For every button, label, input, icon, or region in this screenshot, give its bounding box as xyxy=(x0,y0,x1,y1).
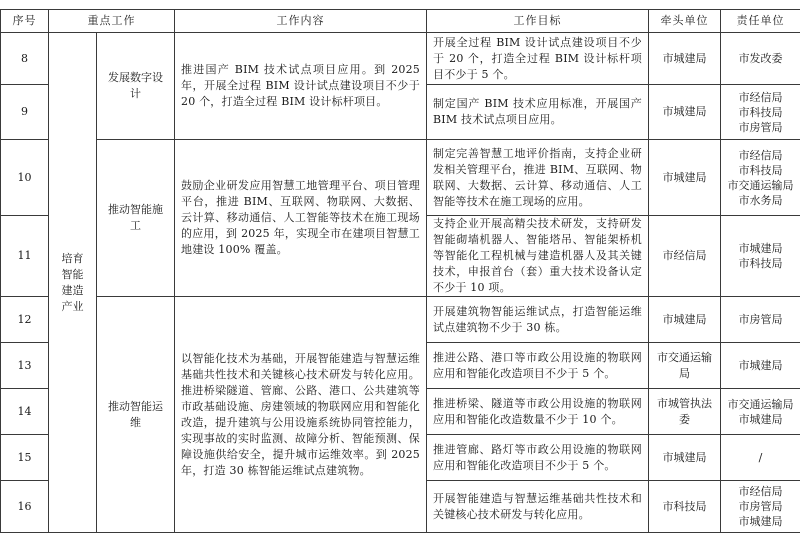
resp-unit: 市科技局 xyxy=(738,105,783,119)
row-seq: 8 xyxy=(1,33,49,85)
resp-unit: 市发改委 xyxy=(738,52,783,65)
row-target: 支持企业开展高精尖技术研发，支持研发智能砌墙机器人、智能塔吊、智能架桥机等智能化工程机械与建造机器人及其关键技术，申报首台（套）重大技术设备认定不少于 10 项。 xyxy=(427,216,649,297)
table-row xyxy=(1,33,800,85)
resp-unit: 市经信局 xyxy=(738,90,783,104)
row-resp-unit xyxy=(721,435,800,481)
row-seq: 11 xyxy=(1,216,49,297)
resp-unit: 市交通运输局 xyxy=(727,178,794,192)
row-lead-unit: 市城建局 xyxy=(649,33,721,85)
resp-unit: 市城建局 xyxy=(738,412,783,426)
group-content: 推进国产 BIM 技术试点项目应用。到 2025 年，开展全过程 BIM 设计试点建设项目不少于 20 个，打造全过程 BIM 设计标杆项目。 xyxy=(175,33,427,140)
row-resp-unit xyxy=(721,33,800,85)
group-content: 以智能化技术为基础，开展智能建造与智慧运维基础共性技术和关键核心技术研发与转化应用。推进桥梁隧道、管廊、公路、港口、公共建筑等市政基础设施、房建领域的物联网应用和智能化改造，提升建筑与公用设施系统协同管控能力，实现事故的实时监测、故障分析、智能预测、保障设施供给安全，提升城市运维效率。到 2025 年，打造 30 栋智能运维试点建筑物。 xyxy=(175,297,427,533)
table-row xyxy=(1,140,800,216)
row-target: 推进管廊、路灯等市政公用设施的物联网应用和智能化改造项目不少于 5 个。 xyxy=(427,435,649,481)
row-lead-unit: 市城建局 xyxy=(649,85,721,140)
row-target: 推进桥梁、隧道等市政公用设施的物联网应用和智能化改造数量不少于 10 个。 xyxy=(427,389,649,435)
header-content: 工作内容 xyxy=(175,10,427,33)
row-target: 开展全过程 BIM 设计试点建设项目不少于 20 个，打造全过程 BIM 设计标杆项目不少于 5 个。 xyxy=(427,33,649,85)
row-lead-unit: 市交通运输局 xyxy=(649,343,721,389)
row-target: 制定完善智慧工地评价指南，支持企业研发相关管理平台，推进 BIM、互联网、物联网、大数据、云计算、移动通信、人工智能等技术在施工现场的应用。 xyxy=(427,140,649,216)
row-seq: 16 xyxy=(1,481,49,533)
header-resp-unit: 责任单位 xyxy=(721,10,800,33)
row-seq: 13 xyxy=(1,343,49,389)
row-resp-unit xyxy=(721,343,800,389)
row-seq: 14 xyxy=(1,389,49,435)
group-content: 鼓励企业研发应用智慧工地管理平台、项目管理平台，推进 BIM、互联网、物联网、大数据、云计算、移动通信、人工智能等技术在施工现场的应用，到 2025 年，实现全市在建项目智慧工地建设 100% 覆盖。 xyxy=(175,140,427,297)
row-lead-unit: 市城管执法委 xyxy=(649,389,721,435)
group-name: 发展数字设计 xyxy=(97,33,175,140)
row-target: 推进公路、港口等市政公用设施的物联网应用和智能化改造项目不少于 5 个。 xyxy=(427,343,649,389)
header-seq: 序号 xyxy=(1,10,49,33)
row-lead-unit: 市城建局 xyxy=(649,435,721,481)
group-name: 推动智能施工 xyxy=(97,140,175,297)
table-header-row xyxy=(1,10,800,33)
row-lead-unit: 市城建局 xyxy=(649,140,721,216)
row-resp-unit xyxy=(721,85,800,140)
resp-unit: 市房管局 xyxy=(738,313,783,326)
row-seq: 9 xyxy=(1,85,49,140)
row-target: 开展建筑物智能运维试点，打造智能运维试点建筑物不少于 30 栋。 xyxy=(427,297,649,343)
row-lead-unit: 市经信局 xyxy=(649,216,721,297)
header-lead-unit: 牵头单位 xyxy=(649,10,721,33)
row-seq: 15 xyxy=(1,435,49,481)
resp-unit: 市城建局 xyxy=(738,515,783,528)
resp-unit: 市房管局 xyxy=(738,120,783,134)
resp-unit: 市科技局 xyxy=(738,257,783,270)
row-lead-unit: 市城建局 xyxy=(649,297,721,343)
resp-unit: 市交通运输局 xyxy=(727,397,794,411)
resp-unit: / xyxy=(758,451,763,464)
resp-unit: 市房管局 xyxy=(738,500,783,513)
group-name: 推动智能运维 xyxy=(97,297,175,533)
row-resp-unit xyxy=(721,389,800,435)
row-target: 制定国产 BIM 技术应用标准，开展国产 BIM 技术试点项目应用。 xyxy=(427,85,649,140)
resp-unit: 市经信局 xyxy=(738,485,783,498)
resp-unit: 市科技局 xyxy=(738,163,783,177)
resp-unit: 市经信局 xyxy=(738,148,783,162)
category-label: 培育智能建造产业 xyxy=(61,251,84,313)
resp-unit: 市城建局 xyxy=(738,359,783,372)
resp-unit: 市城建局 xyxy=(738,242,783,255)
resp-unit: 市水务局 xyxy=(738,193,783,207)
header-target: 工作目标 xyxy=(427,10,649,33)
row-seq: 12 xyxy=(1,297,49,343)
row-lead-unit: 市科技局 xyxy=(649,481,721,533)
row-seq: 10 xyxy=(1,140,49,216)
header-key-work: 重点工作 xyxy=(49,10,175,33)
table-row xyxy=(1,297,800,343)
row-target: 开展智能建造与智慧运维基础共性技术和关键核心技术研发与转化应用。 xyxy=(427,481,649,533)
work-plan-table xyxy=(0,9,800,533)
row-resp-unit xyxy=(721,297,800,343)
row-resp-unit xyxy=(721,216,800,297)
row-resp-unit xyxy=(721,481,800,533)
category-cell xyxy=(49,33,97,533)
row-resp-unit xyxy=(721,140,800,216)
